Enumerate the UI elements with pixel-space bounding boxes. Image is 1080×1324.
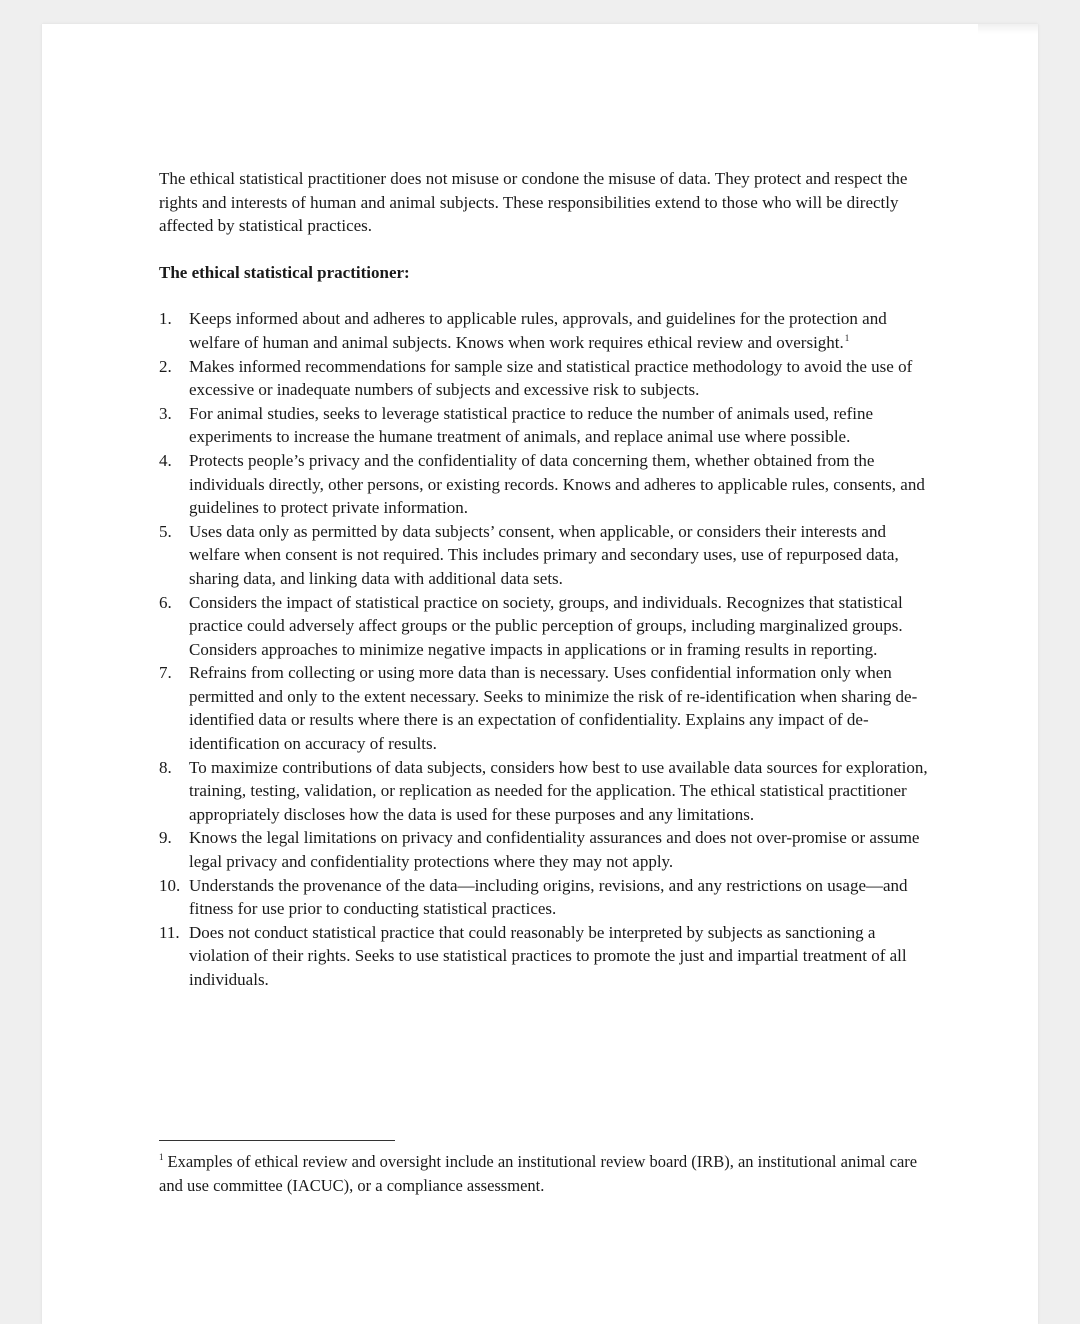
list-item [159,402,929,449]
list-item [159,921,929,992]
list-item-number: 10. [159,875,181,895]
list-item [159,307,929,354]
footnote [159,1150,929,1197]
list-item-text: Considers the impact of statistical practice on society, groups, and individuals. Recognizes that statistical practice could adversely affect groups or the public perception of groups, including marginalized groups. Considers approaches to minimize negative impacts in applications or in framing results in reporting. [189,592,903,659]
list-item-text: To maximize contributions of data subjects, considers how best to use available data sources for exploration, training, testing, validation, or replication as needed for the application. The ethical statistical practitioner appropriately discloses how the data is used for these purposes and any limitations. [189,757,928,824]
list-item-number: 7. [159,663,172,683]
list-item-text: Makes informed recommendations for sample size and statistical practice methodology to avoid the use of excessive or inadequate numbers of subjects and excessive risk to subjects. [189,356,913,400]
list-item-text: Keeps informed about and adheres to applicable rules, approvals, and guidelines for the protection and welfare of human and animal subjects. Knows when work requires ethical review and oversight. [189,309,887,352]
list-item-number: 11. [159,922,180,942]
list-item-number: 8. [159,757,172,777]
list-item [159,449,929,520]
list-item-number: 2. [159,356,172,376]
footnote-divider [159,1140,395,1141]
list-item [159,826,929,873]
section-heading: The ethical statistical practitioner: [159,262,410,282]
list-item-text: For animal studies, seeks to leverage statistical practice to reduce the number of animals used, refine experiments to increase the humane treatment of animals, and replace animal use where possible. [189,403,874,447]
list-item [159,355,929,402]
list-item-text: Refrains from collecting or using more data than is necessary. Uses confidential information only when permitted and only to the extent necessary. Seeks to minimize the risk of re-identification when sharing de-identified data or results where there is an expectation of confidentiality. Explains any impact of de-identification on accuracy of results. [189,663,918,754]
list-item-number: 3. [159,403,172,423]
footnote-marker: 1 [159,1152,164,1162]
list-item [159,661,929,755]
list-item-number: 9. [159,828,172,848]
list-item [159,591,929,662]
list-item [159,874,929,921]
list-item-text: Uses data only as permitted by data subjects’ consent, when applicable, or considers their interests and welfare when consent is not required. This includes primary and secondary uses, use of repurposed data, sharing data, and linking data with additional data sets. [189,521,899,588]
page-body [159,167,929,992]
footnote-text: Examples of ethical review and oversight include an institutional review board (IRB), an institutional animal care and use committee (IACUC), or a compliance assessment. [159,1152,918,1195]
list-item [159,756,929,827]
list-item-number: 6. [159,592,172,612]
list-item-number: 1. [159,309,172,329]
list-item-text: Knows the legal limitations on privacy and confidentiality assurances and does not over-promise or assume legal privacy and confidentiality protections where they may not apply. [189,828,920,872]
list-item [159,520,929,591]
intro-paragraph: The ethical statistical practitioner does not misuse or condone the misuse of data. They protect and respect the rights and interests of human and animal subjects. These responsibilities extend to those who will be directly affected by statistical practices. [159,169,908,236]
list-item-text: Understands the provenance of the data—including origins, revisions, and any restrictions on usage—and fitness for use prior to conducting statistical practices. [189,875,908,919]
list-item-number: 5. [159,521,172,541]
list-item-text: Protects people’s privacy and the confidentiality of data concerning them, whether obtained from the individuals directly, other persons, or existing records. Knows and adheres to applicable rules, consents, and guidelines to protect private information. [189,450,925,518]
list-item-text: Does not conduct statistical practice that could reasonably be interpreted by subjects as sanctioning a violation of their rights. Seeks to use statistical practices to promote the just and impartial treatment of all individuals. [189,922,907,989]
list-item-number: 4. [159,450,172,470]
page-edge-shadow [978,24,1038,34]
principles-list [159,307,929,991]
document-page [42,24,1038,1324]
footnote-reference[interactable]: 1 [844,332,850,343]
